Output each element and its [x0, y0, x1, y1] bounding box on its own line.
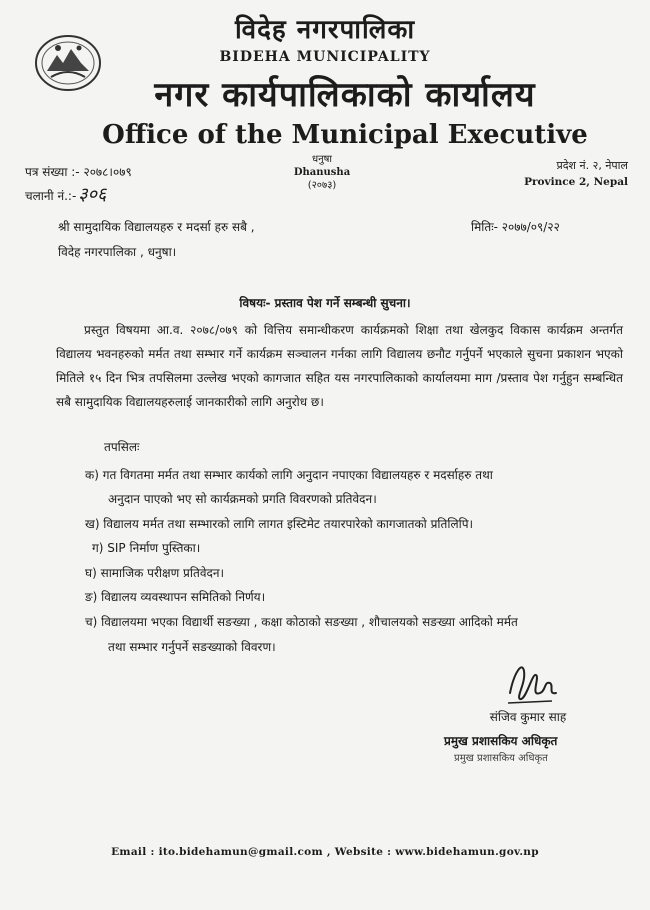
recipient-line-1: श्री सामुदायिक विद्यालयहरु र मदर्सा हरु सबै ,: [58, 220, 255, 234]
list-item: अनुदान पाएको भए सो कार्यक्रमको प्रगति विवरणको प्रतिवेदन।: [108, 492, 377, 506]
municipality-name-nepali: विदेह नगरपालिका: [234, 15, 416, 45]
signatory-name: संजिव कुमार साह: [489, 710, 567, 724]
body-paragraph: प्रस्तुत विषयमा आ.व. २०७८/०७९ को वित्तिय समान्धीकरण कार्यक्रमको शिक्षा तथा खेलकुद विकास कार्यक्रम अन्तर्गत विद्यालय भवनहरुको मर्मत तथा सम्भार गर्ने कार्यक्रम सञ्चालन गर्नका लागि विद्यालय छनौट गर्नुपर्ने भएकाले सुचना प्रकाशन भएको मितिले १५ दिन भित्र तपसिलमा उल्लेख भएको कागजात सहित यस नगरपालिकाको कार्यालयमा माग /प्रस्ताव पेश गर्नुहुन सम्बन्धित सबै सामुदायिक विद्यालयहरुलाई जानकारीको लागि अनुरोध छ।: [56, 323, 623, 409]
list-item: च) विद्यालयमा भएका विद्यार्थी सङख्या , कक्षा कोठाको सङख्या , शौचालयको सङख्या आदिको मर्मत: [85, 615, 518, 629]
seal-line-2: Dhanusha: [293, 167, 351, 178]
province-nepali: प्रदेश नं. २, नेपाल: [556, 159, 628, 172]
official-stamp: [444, 732, 594, 766]
subject-line: विषयः- प्रस्ताव पेश गर्ने सम्बन्धी सुचना।: [239, 296, 411, 310]
list-item: ख) विद्यालय मर्मत तथा सम्भारको लागि लागत इस्टिमेट तयारपारेको कागजातको प्रतिलिपि।: [85, 517, 474, 531]
letter-date: मितिः- २०७७/०९/२२: [471, 220, 560, 234]
seal-line-3: (२०७३): [307, 180, 337, 191]
recipient-line-2: विदेह नगरपालिका , धनुषा।: [58, 245, 177, 259]
province-block: [508, 158, 628, 190]
signatory-title: प्रमुख प्रशासकिय अधिकृत: [444, 734, 558, 748]
list-item: घ) सामाजिक परीक्षण प्रतिवेदन।: [85, 566, 225, 580]
signature-icon: [500, 653, 560, 713]
dispatch-value: ३०६: [78, 184, 107, 205]
list-item: ङ) विद्यालय व्यवस्थापन समितिको निर्णय।: [85, 590, 266, 604]
seal-line-1: धनुषा: [311, 154, 333, 165]
dispatch-number: [25, 182, 106, 206]
list-item: तथा सम्भार गर्नुपर्ने सङख्याको विवरण।: [108, 640, 276, 654]
footer-contact: Email : ito.bidehamun@gmail.com , Website : www.bidehamun.gov.np: [111, 846, 539, 858]
office-name-english: Office of the Municipal Executive: [102, 120, 588, 150]
tapasil-label: तपसिलः: [104, 440, 140, 454]
district-seal: [282, 153, 362, 192]
province-english: Province 2, Nepal: [524, 176, 628, 188]
letter-number: पत्र संख्या :- २०७८।०७९: [25, 165, 132, 179]
signatory-title-stamp: प्रमुख प्रशासकिय अधिकृत: [454, 753, 548, 764]
office-name-nepali: नगर कार्यपालिकाको कार्यालय: [154, 75, 536, 115]
dispatch-label: चलानी नं.:-: [25, 189, 77, 203]
list-item: क) गत विगतमा मर्मत तथा सम्भार कार्यको लागि अनुदान नपाएका विद्यालयहरु र मदर्साहरु तथा: [85, 468, 493, 482]
municipality-name-english: BIDEHA MUNICIPALITY: [219, 49, 431, 65]
list-item: ग) SIP निर्माण पुस्तिका।: [92, 541, 201, 555]
